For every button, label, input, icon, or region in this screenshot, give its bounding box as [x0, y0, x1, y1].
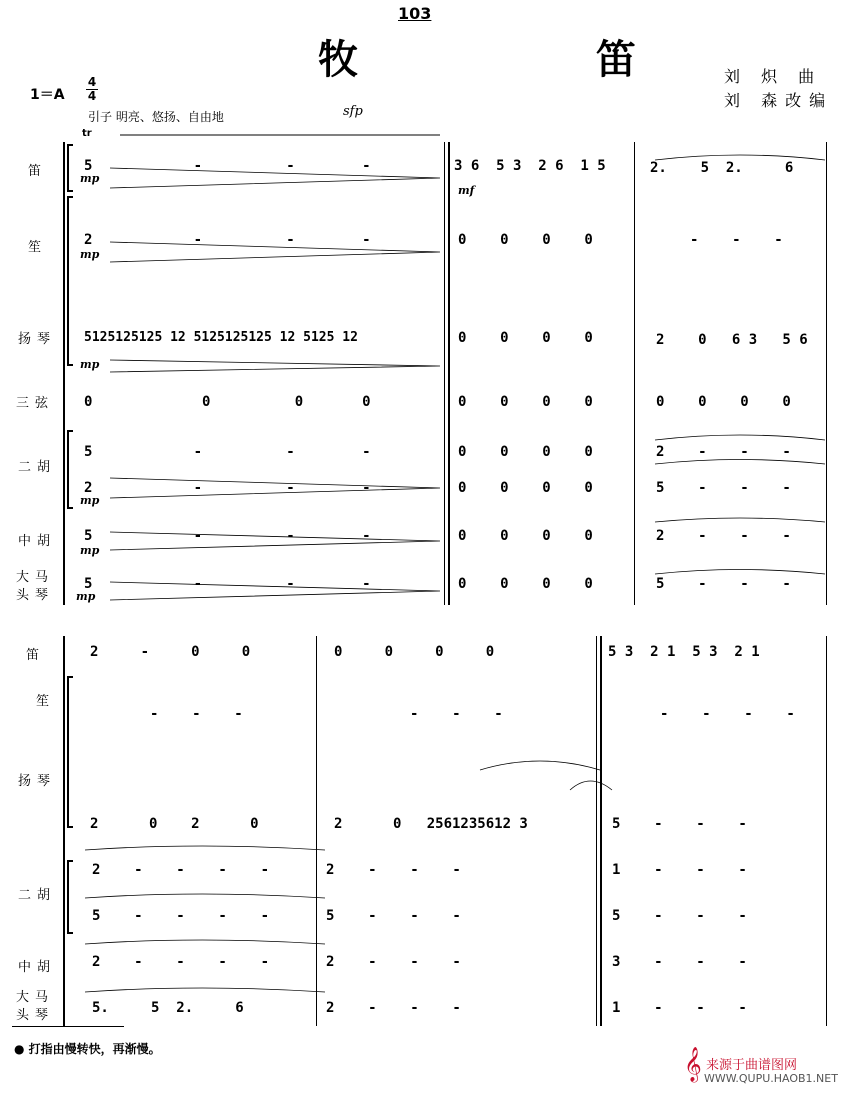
erhu2-intro: 2 - - -	[84, 480, 371, 496]
matouqin-s2-m1: 5. 5 2. 6	[92, 1000, 244, 1016]
label-di: 笛	[28, 164, 48, 179]
yangqin-s2-m2: 2 0 2561235612 3	[334, 816, 528, 832]
footnote-text: 打指由慢转快，再渐慢。	[28, 1042, 161, 1056]
erhu1-m2: 2 - - -	[656, 444, 791, 460]
dynamic-sfp: sfp	[343, 104, 363, 119]
erhu1-m1: 0 0 0 0	[458, 444, 593, 460]
yangqin-s2-m3: 5 - - -	[612, 816, 747, 832]
sheng-m2: - - -	[690, 232, 783, 248]
erhu1-s2-m3: 1 - - -	[612, 862, 747, 878]
label-zhonghu: 中胡	[18, 534, 57, 549]
erhu1-s2-m1: 2 - - - -	[92, 862, 270, 878]
erhu2-m1: 0 0 0 0	[458, 480, 593, 496]
label-matouqin-2-1: 大马	[16, 990, 55, 1005]
time-sig-top: 4	[87, 75, 97, 89]
matouqin-m1: 0 0 0 0	[458, 576, 593, 592]
zhonghu-s2-m1: 2 - - - -	[92, 954, 270, 970]
erhu2-m2: 5 - - -	[656, 480, 791, 496]
arranger-credit: 刘 森改编	[724, 91, 834, 110]
label-yangqin-2: 扬琴	[18, 774, 57, 789]
watermark-url: WWW.QUPU.HAOB1.NET	[704, 1072, 838, 1085]
erhu2-s2-m2: 5 - - -	[326, 908, 461, 924]
yangqin-s2-m1: 2 0 2 0	[90, 816, 259, 832]
page-number: 103	[398, 4, 432, 23]
sheng-m1: 0 0 0 0	[458, 232, 593, 248]
dyn-mf: mf	[458, 184, 475, 197]
label-sheng: 笙	[28, 240, 48, 255]
composer-credit: 刘 炽 曲	[724, 67, 823, 86]
dyn-zhonghu: mp	[80, 544, 100, 557]
footnote: ● 打指由慢转快，再渐慢。	[14, 1042, 161, 1056]
matouqin-s2-m2: 2 - - -	[326, 1000, 461, 1016]
key-signature: 1＝A	[30, 87, 65, 103]
sheng-s2-m3: - - - -	[660, 706, 795, 722]
trill-mark: tr	[82, 128, 92, 139]
di-m1: 3 6 5 3 2 6 1 5	[454, 158, 606, 174]
label-di-2: 笛	[26, 648, 46, 663]
matouqin-m2: 5 - - -	[656, 576, 791, 592]
page-title: 牧 笛	[318, 36, 748, 83]
yangqin-m2: 2 0 6 3 5 6	[656, 332, 808, 348]
sanxian-m1: 0 0 0 0	[458, 394, 593, 410]
label-matouqin-1: 大马	[16, 570, 55, 585]
treble-clef-icon: 𝄞	[684, 1047, 702, 1082]
erhu1-s2-m2: 2 - - -	[326, 862, 461, 878]
label-erhu-2: 二胡	[18, 888, 57, 903]
di-s2-m2: 0 0 0 0	[334, 644, 495, 660]
erhu2-s2-m3: 5 - - -	[612, 908, 747, 924]
label-matouqin-2: 头琴	[16, 588, 55, 603]
di-s2-m1: 2 - 0 0	[90, 644, 251, 660]
label-sheng-2: 笙	[36, 694, 56, 709]
label-erhu: 二胡	[18, 460, 57, 475]
yangqin-m1: 0 0 0 0	[458, 330, 593, 346]
erhu1-intro: 5 - - -	[84, 444, 371, 460]
matouqin-intro: 5 - - -	[84, 576, 371, 592]
sheng-s2-m2: - - -	[410, 706, 503, 722]
sheng-intro: 2 - - -	[84, 232, 371, 248]
intro-marking: 引子 明亮、悠扬、自由地	[88, 110, 224, 124]
di-s2-m3: 5 3 2 1 5 3 2 1	[608, 644, 760, 660]
label-matouqin-2-2: 头琴	[16, 1008, 55, 1023]
yangqin-intro: 5125125125 12 5125125125 12 5125 12	[84, 330, 358, 345]
label-zhonghu-2: 中胡	[18, 960, 57, 975]
di-m2: 2. 5 2. 6	[650, 160, 794, 176]
di-intro: 5 - - -	[84, 158, 371, 174]
zhonghu-s2-m3: 3 - - -	[612, 954, 747, 970]
dyn-erhu: mp	[80, 494, 100, 507]
erhu2-s2-m1: 5 - - - -	[92, 908, 270, 924]
sanxian-m2: 0 0 0 0	[656, 394, 791, 410]
zhonghu-m1: 0 0 0 0	[458, 528, 593, 544]
dyn-sheng: mp	[80, 248, 100, 261]
zhonghu-s2-m2: 2 - - -	[326, 954, 461, 970]
zhonghu-m2: 2 - - -	[656, 528, 791, 544]
watermark-text: 来源于曲谱图网	[706, 1058, 798, 1073]
matouqin-s2-m3: 1 - - -	[612, 1000, 747, 1016]
label-sanxian: 三弦	[16, 396, 55, 411]
zhonghu-intro: 5 - - -	[84, 528, 371, 544]
time-sig-bottom: 4	[87, 89, 97, 103]
dyn-di: mp	[80, 172, 100, 185]
label-yangqin: 扬琴	[18, 332, 57, 347]
sanxian-intro: 0 0 0 0	[84, 394, 371, 410]
sheng-s2-m1: - - -	[150, 706, 243, 722]
dyn-matouqin: mp	[76, 590, 96, 603]
dyn-yangqin: mp	[80, 358, 100, 371]
